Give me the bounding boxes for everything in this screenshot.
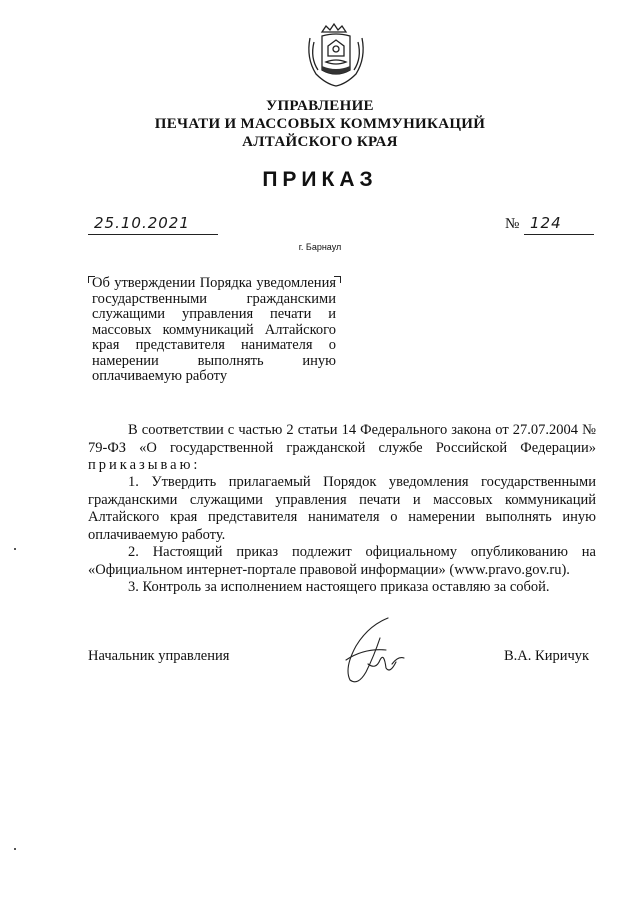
order-word: приказываю: xyxy=(88,457,201,473)
order-item-1: 1. Утвердить прилагаемый Порядок уведомления государственными гражданскими служащими управления печати и массовых коммуникаций Алтайского края представителя нанимателя о намерении выполнять иную оплачиваемую работу. xyxy=(88,474,596,543)
org-name-line1: УПРАВЛЕНИЕ xyxy=(266,98,374,114)
document-date: 25.10.2021 xyxy=(94,214,190,232)
handwritten-signature xyxy=(328,612,418,692)
date-field xyxy=(88,212,218,235)
document-type-title: ПРИКАЗ xyxy=(262,168,378,191)
number-field xyxy=(524,212,594,235)
subject-text: Об утверждении Порядка уведомления государственными гражданскими служащими управления печати и массовых коммуникаций Алтайского края представителя нанимателя о намерении выполнять иную оплачиваемую работу xyxy=(92,275,336,384)
scan-speck xyxy=(14,848,16,850)
coat-of-arms-icon xyxy=(300,18,372,90)
preamble-text: В соответствии с частью 2 статьи 14 Федерального закона от 27.07.2004 № 79-ФЗ «О государственной гражданской службе Российской Федерации» xyxy=(88,422,596,456)
org-name-line3: АЛТАЙСКОГО КРАЯ xyxy=(242,134,398,150)
signatory-position: Начальник управления xyxy=(88,648,230,664)
number-label: № xyxy=(505,216,520,232)
order-item-2: 2. Настоящий приказ подлежит официальному опубликованию на «Официальном интернет-портале правовой информации» (www.pravo.gov.ru). xyxy=(88,544,596,578)
org-name-line2: ПЕЧАТИ И МАССОВЫХ КОММУНИКАЦИЙ xyxy=(154,116,486,132)
scan-speck xyxy=(14,548,16,550)
preamble-paragraph xyxy=(88,422,596,475)
signatory-name: В.А. Киричук xyxy=(504,648,590,664)
document-number: 124 xyxy=(530,214,562,232)
city-label: г. Барнаул xyxy=(298,242,342,252)
order-item-3: 3. Контроль за исполнением настоящего приказа оставляю за собой. xyxy=(128,579,550,595)
